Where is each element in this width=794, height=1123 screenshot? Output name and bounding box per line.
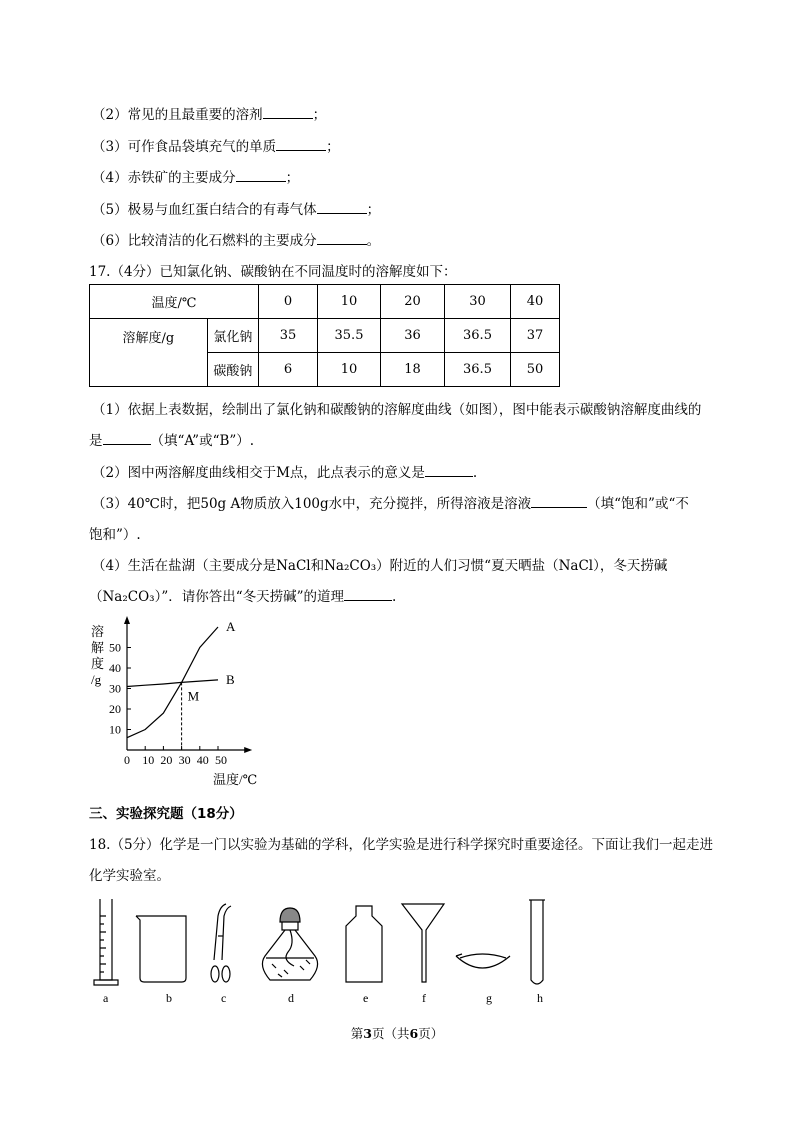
y-axis-label-4: /g (91, 672, 102, 687)
table-cell: 40 (511, 285, 560, 319)
q16-item-6: （6）比较清洁的化石燃料的主要成分 。 (92, 233, 381, 249)
evaporating-dish-icon (456, 954, 510, 968)
funnel-icon (402, 904, 444, 982)
apparatus-label-g: g (486, 991, 492, 1005)
y-tick-label: 40 (109, 661, 121, 675)
table-cell: 37 (511, 319, 560, 353)
table-cell: 10 (318, 285, 381, 319)
apparatus-label-d: d (288, 991, 294, 1005)
y-tick-label: 30 (109, 681, 121, 696)
table-cell: 20 (381, 285, 445, 319)
answer-blank[interactable] (425, 463, 473, 477)
q17-stem: 17.（4分）已知氯化钠、碳酸钠在不同温度时的溶解度如下： (89, 264, 457, 280)
graduated-cylinder-icon (94, 899, 118, 985)
y-axis-label-1: 溶 (91, 624, 105, 639)
answer-blank[interactable] (276, 137, 326, 151)
table-cell: 10 (318, 353, 381, 387)
page-footer: 第3页（共6页） (350, 1026, 444, 1041)
table-row-label: 氯化钠 (207, 319, 258, 353)
answer-blank[interactable] (344, 587, 392, 601)
table-cell: 18 (381, 353, 445, 387)
answer-blank[interactable] (317, 231, 367, 245)
x-tick-label: 50 (215, 753, 227, 767)
table-cell: 50 (511, 353, 560, 387)
q16-item-5: （5）极易与血红蛋白结合的有毒气体 ； (92, 202, 381, 218)
series-label-a: A (226, 619, 236, 634)
x-tick-label: 0 (124, 753, 130, 767)
solubility-chart (85, 612, 275, 794)
apparatus-label-a: a (103, 991, 109, 1005)
y-tick-label: 50 (109, 640, 121, 655)
q17-part3-b: 饱和”）. (89, 527, 141, 543)
y-axis-label-3: 度 (91, 656, 105, 671)
q17-part1-b: 是 （填“A”或“B”）. (89, 433, 255, 449)
x-tick-label: 10 (142, 753, 155, 767)
q18-line2: 化学实验室。 (89, 868, 170, 884)
test-tube-icon (529, 900, 545, 984)
table-cell: 0 (259, 285, 318, 319)
x-tick-label: 40 (196, 753, 209, 767)
x-tick-label: 30 (178, 753, 191, 767)
reagent-bottle-icon (346, 906, 382, 982)
series-line-b (127, 680, 218, 687)
table-header-solubility: 溶解度/g (90, 319, 208, 387)
table-cell: 35 (259, 319, 318, 353)
x-tick-label: 20 (160, 753, 173, 767)
table-cell: 6 (259, 353, 318, 387)
solubility-table (89, 284, 560, 387)
apparatus-label-b: b (166, 991, 172, 1005)
apparatus-label-f: f (422, 991, 426, 1005)
q16-item-2: （2）常见的且最重要的溶剂 ； (92, 107, 327, 123)
table-cell: 36 (381, 319, 445, 353)
answer-blank[interactable] (263, 105, 313, 119)
y-tick-label: 10 (109, 722, 121, 737)
apparatus-label-c: c (221, 991, 227, 1005)
q17-part4-b: （Na₂CO₃）”．请你答出“冬天捞碱”的道理 . (89, 589, 397, 605)
q16-item-3: （3）可作食品袋填充气的单质 ； (92, 139, 340, 155)
y-axis-label-2: 解 (91, 640, 105, 655)
q18-line1: 18.（5分）化学是一门以实验为基础的学科，化学实验是进行科学探究时重要途径。下面让我们一起走进 (89, 837, 714, 853)
series-line-a (127, 627, 218, 738)
answer-blank[interactable] (531, 494, 587, 508)
apparatus-label-e: e (363, 991, 369, 1005)
answer-blank[interactable] (236, 168, 286, 182)
table-cell: 36.5 (445, 353, 511, 387)
y-tick-label: 20 (109, 702, 121, 716)
table-cell: 35.5 (318, 319, 381, 353)
section-title: 三、实验探究题（18分） (89, 806, 243, 822)
q17-part2: （2）图中两溶解度曲线相交于M点，此点表示的意义是 . (92, 465, 478, 481)
table-header-temp: 温度/℃ (90, 285, 259, 319)
table-row-label: 碳酸钠 (207, 353, 258, 387)
series-label-b: B (226, 671, 235, 687)
answer-blank[interactable] (317, 200, 367, 214)
table-cell: 30 (445, 285, 511, 319)
table-cell: 36.5 (445, 319, 511, 353)
answer-blank[interactable] (103, 431, 151, 445)
alcohol-lamp-icon (262, 908, 317, 980)
q17-part3: （3）40℃时，把50g A物质放入100g水中，充分搅拌，所得溶液是溶液 （填“饱和”或“不 (92, 496, 689, 512)
q17-part1-a: （1）依据上表数据，绘制出了氯化钠和碳酸钠的溶解度曲线（如图），图中能表示碳酸钠溶解度曲线的 (92, 402, 702, 418)
apparatus-figure (90, 894, 560, 1010)
point-m-label: M (187, 688, 200, 704)
q17-part4-a: （4）生活在盐湖（主要成分是NaCl和Na₂CO₃）附近的人们习惯“夏天晒盐（NaCl），冬天捞碱 (92, 558, 668, 574)
crucible-tongs-icon (211, 904, 231, 982)
apparatus-label-h: h (537, 991, 543, 1005)
q16-item-4: （4）赤铁矿的主要成分 ； (92, 170, 300, 186)
y-axis-arrow (124, 616, 130, 624)
x-axis-arrow (244, 747, 252, 753)
beaker-icon (136, 916, 186, 982)
x-axis-label: 温度/℃ (213, 772, 258, 787)
